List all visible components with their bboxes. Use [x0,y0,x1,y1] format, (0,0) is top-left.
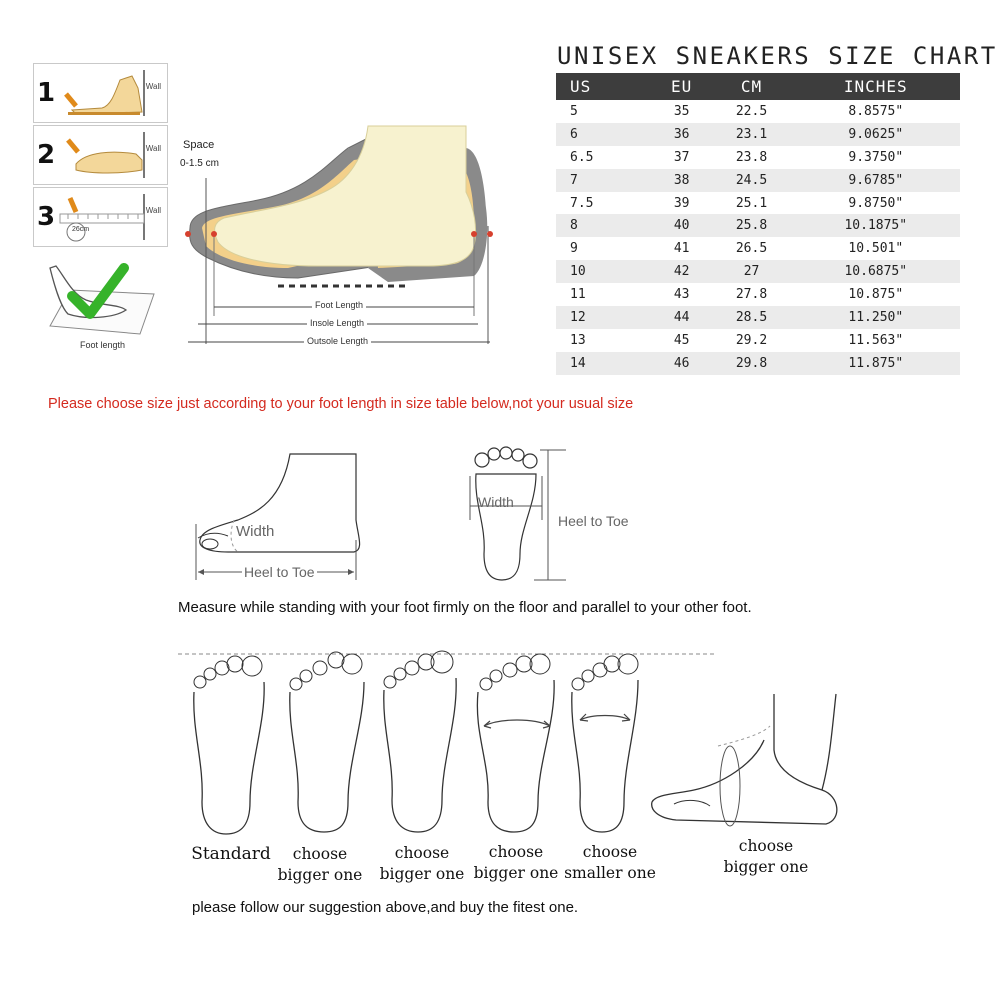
us-size: 10 [556,260,652,283]
foot-type-line1: choose [582,843,638,861]
foot-type-line2: smaller one [564,864,656,882]
wall-label: Wall [145,82,161,91]
column-header-eu: EU [652,73,712,100]
narrow-foot-icon [566,650,646,836]
foot-type-line2: bigger one [277,866,363,884]
long-second-toe-foot-icon [286,648,370,834]
inch-length: 9.8750" [792,192,960,215]
column-header-inches: INCHES [792,73,960,100]
foot-type-line1: choose [488,843,544,861]
foot-type-line1: choose [394,844,450,862]
foot-type-label [272,844,368,886]
table-row [556,306,960,329]
table-row [556,123,960,146]
cm-length: 29.8 [711,352,791,375]
eu-size: 35 [652,100,712,123]
table-row [556,100,960,123]
inch-length: 10.875" [792,283,960,306]
foot-against-wall-icon [62,68,162,118]
cm-length: 25.1 [711,192,791,215]
us-size: 7 [556,169,652,192]
eu-size: 39 [652,192,712,215]
table-row [556,169,960,192]
step-number: 2 [37,140,56,170]
foot-on-paper-check-icon [42,254,162,336]
high-instep-foot-icon [646,690,842,840]
inch-length: 9.3750" [792,146,960,169]
insole-length-label: Insole Length [307,318,367,328]
us-size: 6.5 [556,146,652,169]
us-size: 6 [556,123,652,146]
cm-length: 23.8 [711,146,791,169]
us-size: 11 [556,283,652,306]
column-header-us: US [556,73,652,100]
step-number: 1 [37,78,56,108]
us-size: 12 [556,306,652,329]
ruler-icon [56,192,162,242]
cm-length: 26.5 [711,237,791,260]
eu-size: 43 [652,283,712,306]
size-chart-table [556,73,960,375]
table-row [556,352,960,375]
foot-type-line1: Standard [191,844,271,864]
us-size: 14 [556,352,652,375]
inch-length: 11.563" [792,329,960,352]
standard-foot-icon [190,652,272,838]
eu-size: 36 [652,123,712,146]
inch-length: 9.0625" [792,123,960,146]
foot-type-line2: bigger one [379,865,465,883]
table-row [556,214,960,237]
eu-size: 46 [652,352,712,375]
table-row [556,329,960,352]
space-value: 0-1.5 cm [180,158,219,169]
step-2-panel [33,125,168,185]
top-width-label: Width [478,494,514,510]
table-header-row [556,73,960,100]
foot-type-line2: bigger one [723,858,809,876]
column-header-cm: CM [711,73,791,100]
eu-size: 40 [652,214,712,237]
step-number: 3 [37,202,56,232]
size-chart-title: UNISEX SNEAKERS SIZE CHART [557,42,998,70]
outsole-length-label: Outsole Length [304,336,371,346]
us-size: 9 [556,237,652,260]
foot-type-label [718,836,814,878]
cm-length: 23.1 [711,123,791,146]
eu-size: 41 [652,237,712,260]
cm-length: 28.5 [711,306,791,329]
eu-size: 45 [652,329,712,352]
long-big-toe-foot-icon [380,648,464,834]
foot-type-label [374,843,470,885]
space-label: Space [183,139,215,151]
foot-type-label [468,842,564,884]
foot-type-line2: bigger one [473,864,559,882]
inch-length: 11.250" [792,306,960,329]
inch-length: 10.1875" [792,214,960,237]
cm-length: 29.2 [711,329,791,352]
eu-size: 38 [652,169,712,192]
foot-type-line1: choose [292,845,348,863]
foot-type-line1: choose [738,837,794,855]
table-row [556,237,960,260]
step-3-panel [33,187,168,247]
foot-length-caption: Foot length [80,340,126,350]
inch-length: 8.8575" [792,100,960,123]
cm-length: 27 [711,260,791,283]
foot-type-label [186,844,276,865]
cm-length: 25.8 [711,214,791,237]
cm-length: 22.5 [711,100,791,123]
top-heel-to-toe-label: Heel to Toe [558,513,629,529]
wall-label: Wall [145,144,161,153]
us-size: 8 [556,214,652,237]
foot-marked-icon [62,130,162,180]
foot-length-label: Foot Length [312,300,366,310]
length-badge: 26cm [72,226,90,233]
measure-instruction: Measure while standing with your foot firmly on the floor and parallel to your other foot. [178,599,752,616]
table-row [556,260,960,283]
eu-size: 44 [652,306,712,329]
size-notice: Please choose size just according to your foot length in size table below,not your usual size [48,396,634,412]
us-size: 5 [556,100,652,123]
eu-size: 42 [652,260,712,283]
table-row [556,192,960,215]
inch-length: 9.6785" [792,169,960,192]
step-1-panel [33,63,168,123]
table-row [556,283,960,306]
side-width-label: Width [236,523,275,540]
side-heel-to-toe-label: Heel to Toe [244,564,315,580]
cm-length: 24.5 [711,169,791,192]
table-row [556,146,960,169]
wall-label: Wall [145,206,161,215]
us-size: 7.5 [556,192,652,215]
inch-length: 10.6875" [792,260,960,283]
inch-length: 10.501" [792,237,960,260]
us-size: 13 [556,329,652,352]
eu-size: 37 [652,146,712,169]
cm-length: 27.8 [711,283,791,306]
foot-type-label [562,842,658,884]
wide-foot-icon [474,650,562,836]
inch-length: 11.875" [792,352,960,375]
footer-suggestion: please follow our suggestion above,and buy the fitest one. [192,899,579,916]
